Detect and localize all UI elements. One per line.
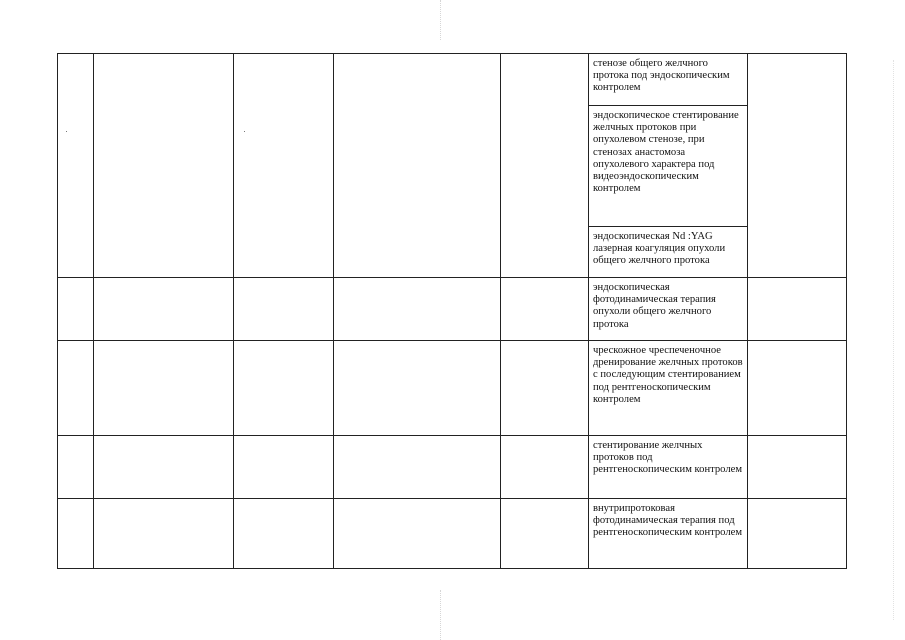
table-cell-empty xyxy=(748,436,847,499)
procedure-cell: эндоскопическое стентирование желчных протоков при опухолевом стенозе, при стенозах анастомоза опухолевого характера под видеоэндоскопическим контролем xyxy=(589,106,748,227)
procedure-cell: стенозе общего желчного протока под эндоскопическим контролем xyxy=(589,54,748,106)
table-cell-empty xyxy=(501,54,589,278)
procedure-cell: стентирование желчных протоков под рентгеноскопическим контролем xyxy=(589,436,748,499)
table-cell-empty xyxy=(748,54,847,278)
procedure-cell: внутрипротоковая фотодинамическая терапия под рентгеноскопическим контролем xyxy=(589,499,748,569)
table-cell-empty xyxy=(501,436,589,499)
table-cell-empty xyxy=(94,54,234,278)
table-cell-empty xyxy=(334,278,501,341)
table-cell-empty xyxy=(58,499,94,569)
table-cell-empty xyxy=(234,436,334,499)
table-cell-empty xyxy=(94,341,234,436)
procedure-cell: эндоскопическая фотодинамическая терапия опухоли общего желчного протока xyxy=(589,278,748,341)
table-row xyxy=(58,436,847,499)
table-row xyxy=(58,499,847,569)
table-cell-empty xyxy=(94,436,234,499)
procedure-cell: чрескожное чреспеченочное дренирование желчных протоков с последующим стентированием под рентгеноскопическим контролем xyxy=(589,341,748,436)
table-cell-empty xyxy=(501,278,589,341)
table-cell-empty xyxy=(234,341,334,436)
table-cell-empty xyxy=(94,499,234,569)
table-cell-empty xyxy=(58,341,94,436)
table-cell-empty xyxy=(501,341,589,436)
table-cell-empty xyxy=(334,54,501,278)
procedures-table xyxy=(57,53,847,569)
table-cell-empty xyxy=(58,436,94,499)
table-row xyxy=(58,278,847,341)
table-cell-empty xyxy=(234,54,334,278)
table-cell-empty xyxy=(58,278,94,341)
table-cell-empty xyxy=(501,499,589,569)
table-row xyxy=(58,54,847,106)
table-cell-empty xyxy=(748,341,847,436)
table-cell-empty xyxy=(748,278,847,341)
table-cell-empty xyxy=(234,278,334,341)
procedure-cell: эндоскопическая Nd :YAG лазерная коагуляция опухоли общего желчного протока xyxy=(589,227,748,278)
table-cell-empty xyxy=(334,499,501,569)
table-cell-empty xyxy=(234,499,334,569)
table-cell-empty xyxy=(334,436,501,499)
table-cell-empty xyxy=(58,54,94,278)
table-row xyxy=(58,341,847,436)
scan-fold-line-bottom xyxy=(440,590,441,640)
table-cell-empty xyxy=(748,499,847,569)
scan-fold-line-top xyxy=(440,0,441,40)
scan-edge-line xyxy=(893,60,894,620)
table-cell-empty xyxy=(334,341,501,436)
table-cell-empty xyxy=(94,278,234,341)
